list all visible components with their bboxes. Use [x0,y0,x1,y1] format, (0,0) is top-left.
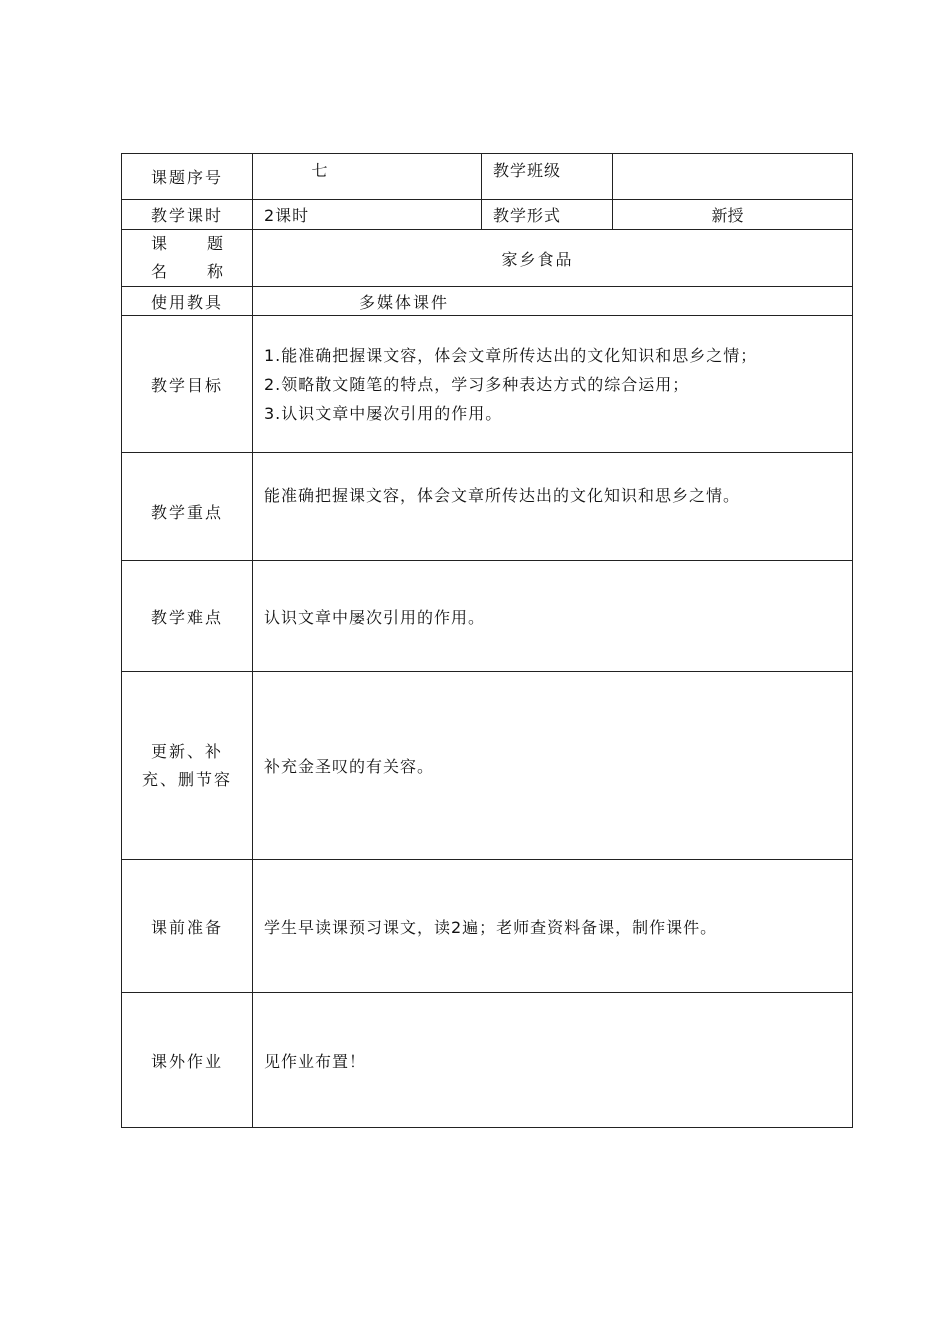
supplement-label [122,672,253,860]
key-points-value: 能准确把握课文容，体会文章所传达出的文化知识和思乡之情。 [253,453,853,561]
goals-label: 教学目标 [122,316,253,453]
title-value [253,230,853,287]
form-value: 新授 [613,200,853,230]
goal-item: 3.认识文章中屡次引用的作用。 [264,403,503,423]
form-label: 教学形式 [482,200,613,230]
goal-item: 2.领略散文随笔的特点，学习多种表达方式的综合运用； [264,374,690,394]
table-row [122,200,853,230]
table-row [122,561,853,672]
periods-value: 2课时 [253,200,482,230]
preparation-value: 学生早读课预习课文，读2遍；老师查资料备课，制作课件。 [253,860,853,993]
tools-value [253,287,853,316]
goals-value [253,316,853,453]
table-row [122,860,853,993]
table-row [122,672,853,860]
difficulties-label: 教学难点 [122,561,253,672]
table-row [122,230,853,287]
goal-item: 1.能准确把握课文容，体会文章所传达出的文化知识和思乡之情； [264,345,758,365]
homework-label: 课外作业 [122,993,253,1128]
lesson-number-label: 课题序号 [122,154,253,200]
class-label: 教学班级 [482,154,613,200]
tools-label: 使用教具 [122,287,253,316]
supplement-value: 补充金圣叹的有关容。 [253,672,853,860]
lesson-number-value [253,154,482,200]
title-label-line2: 名称 [150,262,263,281]
periods-label: 教学课时 [122,200,253,230]
preparation-label: 课前准备 [122,860,253,993]
tools-text: 多媒体课件 [359,292,450,312]
table-row [122,154,853,200]
lesson-number-text: 七 [311,161,328,180]
title-label-line1: 课题 [150,234,263,253]
key-points-label: 教学重点 [122,453,253,561]
lesson-plan-table [121,153,853,1128]
table-row [122,993,853,1128]
table-row [122,316,853,453]
supplement-label-line2: 充、删节容 [141,769,232,789]
class-value [613,154,853,200]
homework-value: 见作业布置！ [253,993,853,1128]
table-row [122,453,853,561]
table-row [122,287,853,316]
supplement-label-line1: 更新、补 [150,741,223,761]
title-text: 家乡食品 [501,249,574,269]
difficulties-value: 认识文章中屡次引用的作用。 [253,561,853,672]
title-label [122,230,263,287]
